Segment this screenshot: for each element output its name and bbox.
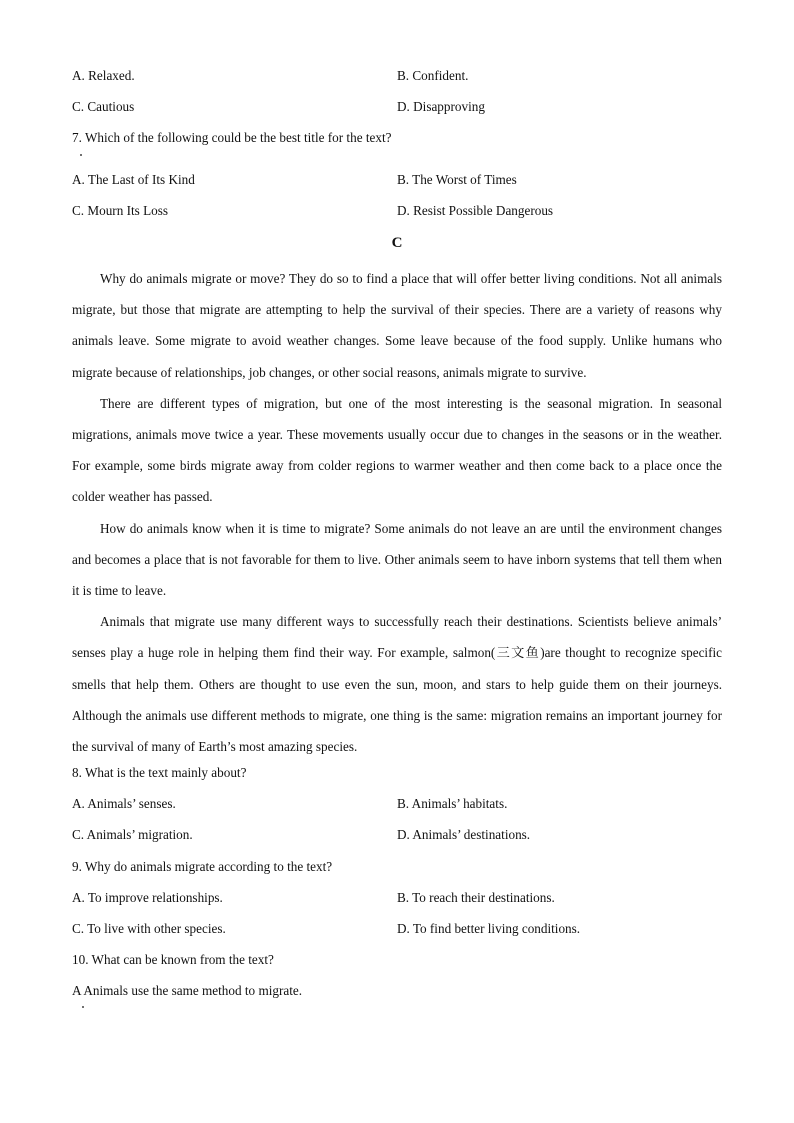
q6-options-row-2 [72,97,732,117]
q8-option-a: A. Animals’ senses. [72,796,176,811]
stray-mark [82,1006,84,1008]
q9-options-row-2 [72,919,732,939]
q9-option-c: C. To live with other species. [72,921,226,936]
q6-option-b: B. Confident. [397,68,469,83]
q7-option-d: D. Resist Possible Dangerous [397,203,554,218]
passage-paragraph-4: Animals that migrate use many different ways to successfully reach their destinations. Scientists believe animals’ senses play a huge role in helping them find their way. For example, salmon(三文鱼)are thought to recognize specific smells that help them. Others are thought to use even the sun, moon, and stars to help guide them on their journeys. Although the animals use different methods to migrate, one thing is the same: migration remains an important journey for the survival of many of Earth’s most amazing species. [72,614,722,755]
q7-stem: 7. Which of the following could be the best title for the text? [72,130,392,145]
q7-options-row-2 [72,201,732,221]
q8-option-c: C. Animals’ migration. [72,827,193,842]
q9-option-a: A. To improve relationships. [72,890,223,905]
stray-mark [80,154,82,156]
q7-option-b: B. The Worst of Times [397,172,517,187]
q6-option-a: A. Relaxed. [72,68,135,83]
q9-option-d: D. To find better living conditions. [397,921,581,936]
q7-options-row-1 [72,170,732,190]
section-heading: C [391,235,403,251]
q6-option-d: D. Disapproving [397,99,485,114]
q10-stem: 10. What can be known from the text? [72,952,274,967]
q6-options-row-1 [72,66,732,86]
q9-option-b: B. To reach their destinations. [397,890,555,905]
q8-stem: 8. What is the text mainly about? [72,765,247,780]
q8-option-b: B. Animals’ habitats. [397,796,508,811]
passage-paragraph-2: There are different types of migration, but one of the most interesting is the seasonal migration. In seasonal migrations, animals move twice a year. These movements usually occur due to changes in the seasons or in the weather. For example, some birds migrate away from colder regions to warmer weather and then come back to a place once the colder weather has passed. [72,395,722,505]
q10-option-a: A Animals use the same method to migrate. [72,983,303,998]
reading-passage [72,263,722,762]
q7-option-a: A. The Last of Its Kind [72,172,195,187]
passage-paragraph-3: How do animals know when it is time to migrate? Some animals do not leave an are until the environment changes and becomes a place that is not favorable for them to live. Other animals seem to have inborn systems that tell them when it is time to leave. [72,520,722,599]
q9-options-row-1 [72,888,732,908]
q6-option-c: C. Cautious [72,99,135,114]
q7-option-c: C. Mourn Its Loss [72,203,168,218]
q8-options-row-1 [72,794,732,814]
q8-options-row-2 [72,825,732,845]
q8-option-d: D. Animals’ destinations. [397,827,531,842]
passage-paragraph-1: Why do animals migrate or move? They do so to find a place that will offer better living conditions. Not all animals migrate, but those that migrate are attempting to help the survival of their species. There are a variety of reasons why animals leave. Some migrate to avoid weather changes. Some leave because of the food supply. Unlike humans who migrate because of relationships, job changes, or other social reasons, animals migrate to survive. [72,271,722,380]
q9-stem: 9. Why do animals migrate according to the text? [72,859,333,874]
